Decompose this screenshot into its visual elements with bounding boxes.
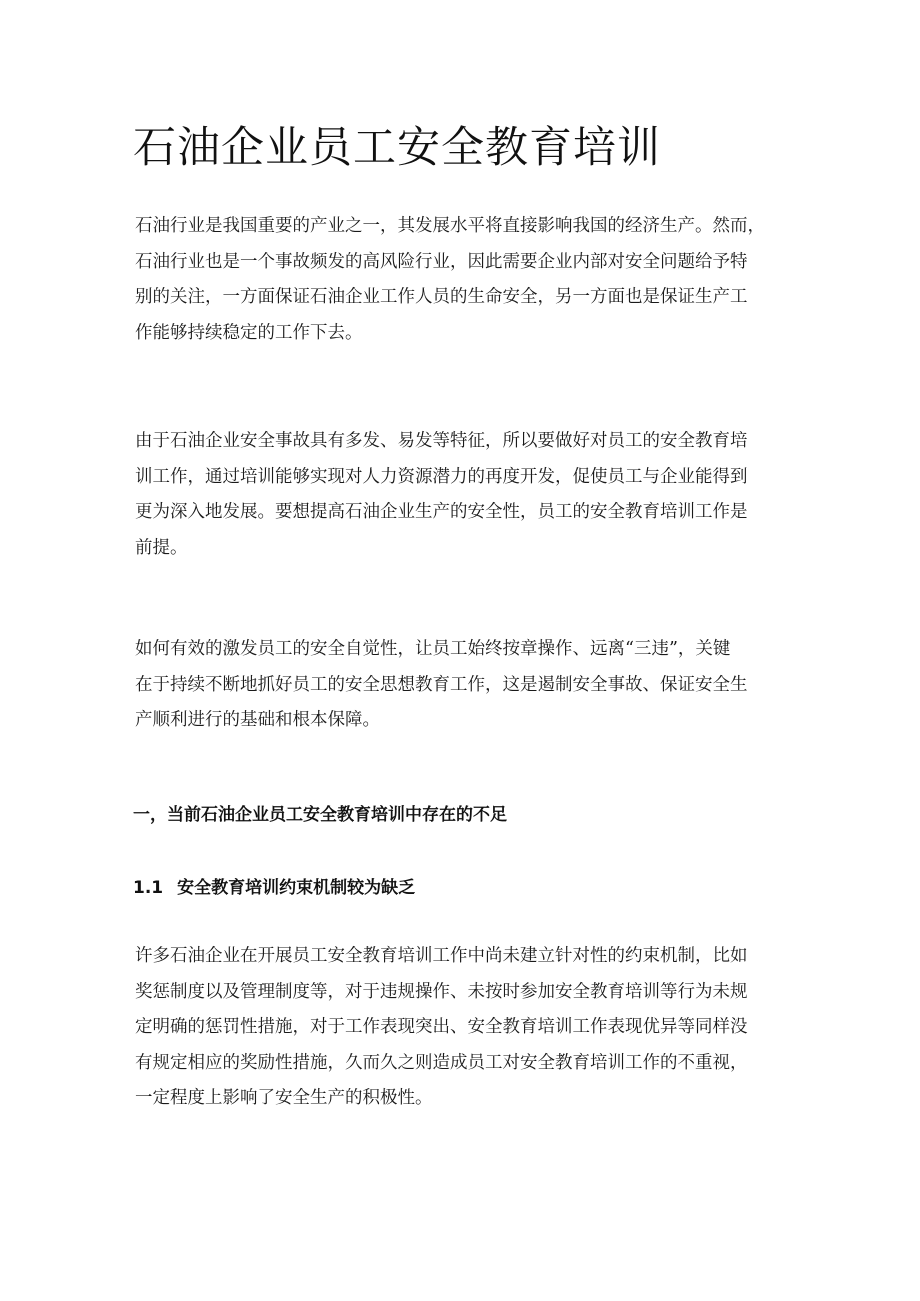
paragraph-line: 更为深入地发展。要想提高石油企业生产的安全性，员工的安全教育培训工作是: [135, 502, 748, 522]
subsection-heading: [133, 875, 415, 901]
paragraph-line: 由于石油企业安全事故具有多发、易发等特征，所以要做好对员工的安全教育培: [135, 431, 748, 451]
paragraph-training-importance: [135, 424, 800, 566]
paragraph-line: 石油行业也是一个事故频发的高风险行业，因此需要企业内部对安全问题给予特: [135, 251, 748, 272]
paragraph-constraint-mechanism: [135, 939, 800, 1117]
paragraph-line: 在于持续不断地抓好员工的安全思想教育工作，这是遏制安全事故、保证安全生: [135, 674, 748, 695]
paragraph-line: 奖惩制度以及管理制度等，对于违规操作、未按时参加安全教育培训等行为未规: [135, 981, 748, 1002]
paragraph-line: 作能够持续稳定的工作下去。: [135, 322, 363, 343]
paragraph-line: 如何有效的激发员工的安全自觉性，让员工始终按章操作、远离“三违”，关键: [135, 639, 731, 659]
paragraph-line: 一定程度上影响了安全生产的积极性。: [135, 1088, 433, 1108]
section-heading: 一，当前石油企业员工安全教育培训中存在的不足: [133, 805, 507, 825]
paragraph-line: 前提。: [135, 537, 188, 558]
paragraph-line: 定明确的惩罚性措施，对于工作表现突出、安全教育培训工作表现优异等同样没: [135, 1017, 748, 1037]
subsection-number: 1.1: [133, 878, 164, 898]
paragraph-line: 别的关注，一方面保证石油企业工作人员的生命安全，另一方面也是保证生产工: [135, 287, 748, 307]
paragraph-safety-awareness: [135, 632, 800, 739]
paragraph-line: 石油行业是我国重要的产业之一，其发展水平将直接影响我国的经济生产。然而，: [135, 216, 765, 236]
paragraph-line: 许多石油企业在开展员工安全教育培训工作中尚未建立针对性的约束机制，比如: [135, 946, 748, 966]
paragraph-line: 有规定相应的奖励性措施，久而久之则造成员工对安全教育培训工作的不重视，: [135, 1052, 748, 1073]
paragraph-intro: [135, 209, 800, 351]
paragraph-line: 产顺利进行的基础和根本保障。: [135, 710, 380, 730]
subsection-title: 安全教育培训约束机制较为缺乏: [177, 878, 416, 898]
paragraph-line: 训工作，通过培训能够实现对人力资源潜力的再度开发，促使员工与企业能得到: [135, 466, 748, 487]
document-title: 石油企业员工安全教育培训: [133, 123, 661, 173]
